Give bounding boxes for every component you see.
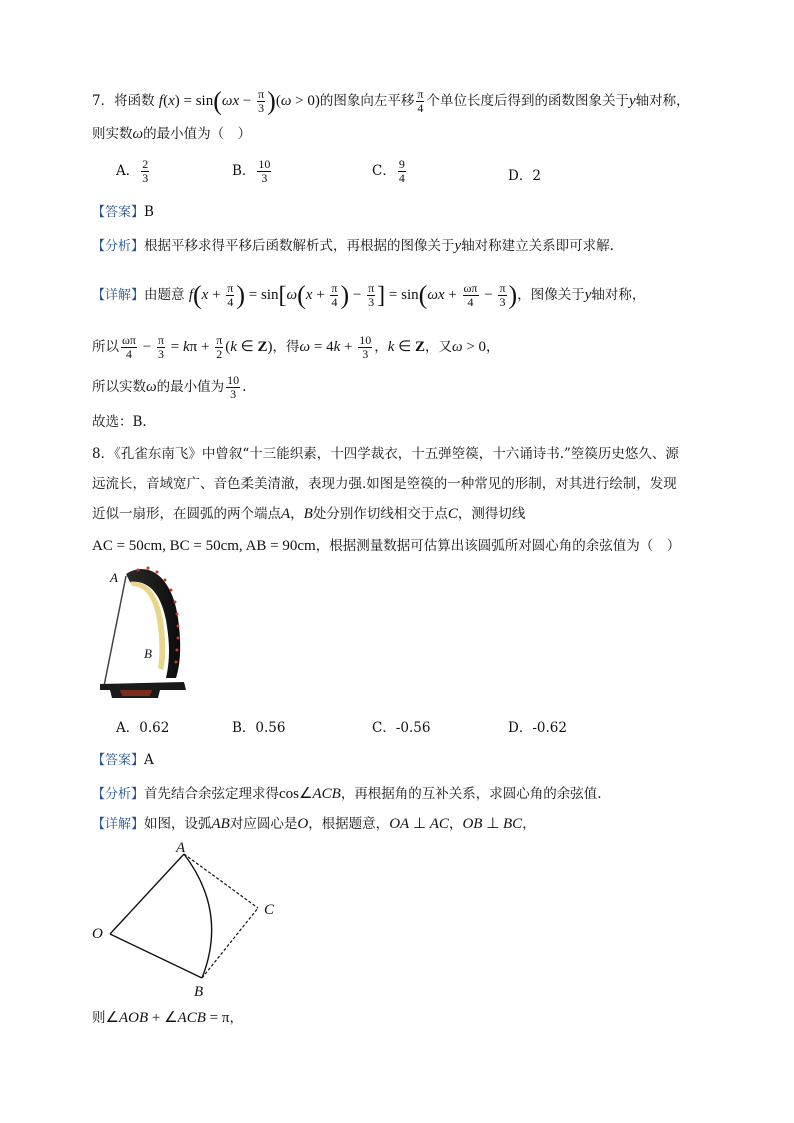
point-o-label: O: [92, 926, 103, 942]
q7-detail: 【详解】由题意 f(x + $\frac{\pi}{4}$ ) = sin[ω(x + $\frac{\pi}{4}$ ) − $\frac{\pi}{3}$ ] = sin(ωx + $\frac{\omega\pi}{4}$ − $\frac{\pi}{3}$ )，图像关于y轴对称，: [92, 280, 646, 310]
q8-option-b: B．0.56: [232, 720, 286, 736]
q7-so-line2: 所以实数ω的最小值为 $\frac{10}{3}$ .: [92, 373, 247, 401]
q8-line3: 近似一扇形，在圆弧的两个端点A，B处分别作切线相交于点C，测得切线: [92, 506, 526, 522]
konghou-string: [104, 576, 126, 686]
q8-line2: 远流长，音域宽广、音色柔美清澈，表现力强.如图是箜篌的一种常见的形制，对其进行绘制，发现: [92, 476, 677, 492]
q8-option-a: A．0.62: [116, 720, 170, 736]
q7-option-c: C． $\frac{9}{4}$: [372, 157, 405, 185]
q7-answer: 【答案】B: [92, 204, 154, 220]
q8-line1: 8．《孔雀东南飞》中曾叙“十三能织素，十四学裁衣，十五弹箜篌，十六诵诗书.”箜篌历史悠久、源: [92, 446, 679, 462]
q7-analysis: 【分析】根据平移求得平移后函数解析式，再根据的图像关于y轴对称建立关系即可求解.: [92, 238, 614, 254]
q8-option-c: C．-0.56: [372, 720, 431, 736]
q7-option-a: A． $\frac{2}{3}$: [116, 157, 149, 185]
q7-stem-line2: 则实数ω的最小值为（ ）: [92, 126, 252, 142]
point-c-label: C: [264, 902, 275, 918]
q7-so-line1: 所以 $\frac{\omega\pi}{4}$ − $\frac{\pi}{3}$ = kπ + $\frac{\pi}{2}$ (k ∈ Z)，得ω = 4k + $\frac{10}{3}$ ，k ∈ Z，又ω > 0，: [92, 333, 500, 361]
q7-stem-line1: 7．将函数 f(x) = sin(ωx − $\frac{\pi}{3}$ )(ω > 0)的图象向左平移 $\frac{\pi}{4}$ 个单位长度后得到的函数图象关于y轴对称，: [92, 86, 690, 116]
radius-oa: [110, 854, 184, 934]
konghou-label-b: B: [144, 646, 152, 661]
q8-option-d: D．-0.62: [508, 720, 567, 736]
q8-analysis: 【分析】首先结合余弦定理求得cos∠ACB，再根据角的互补关系，求圆心角的余弦值.: [92, 786, 602, 802]
radius-ob: [110, 934, 202, 978]
q8-detail: 【详解】如图，设弧AB对应圆心是O，根据题意，OA ⊥ AC，OB ⊥ BC，: [92, 816, 536, 832]
q7-choose: 故选：B.: [92, 414, 147, 430]
konghou-image: [100, 558, 190, 700]
tangent-ac: [184, 854, 258, 908]
arc-ab: [184, 854, 212, 978]
q8-answer: 【答案】A: [92, 752, 154, 768]
sector-figure: [88, 838, 288, 1002]
q7-option-b: B． $\frac{10}{3}$: [232, 157, 271, 185]
q8-line4: AC = 50cm, BC = 50cm, AB = 90cm，根据测量数据可估算出该圆弧所对圆心角的余弦值为（ ）: [92, 538, 681, 554]
konghou-label-a: A: [110, 570, 118, 585]
point-a-label: A: [176, 840, 186, 856]
point-b-label: B: [194, 984, 204, 1000]
q8-then: 则∠AOB + ∠ACB = π，: [92, 1010, 243, 1026]
q7-option-d: D．2: [508, 168, 541, 184]
